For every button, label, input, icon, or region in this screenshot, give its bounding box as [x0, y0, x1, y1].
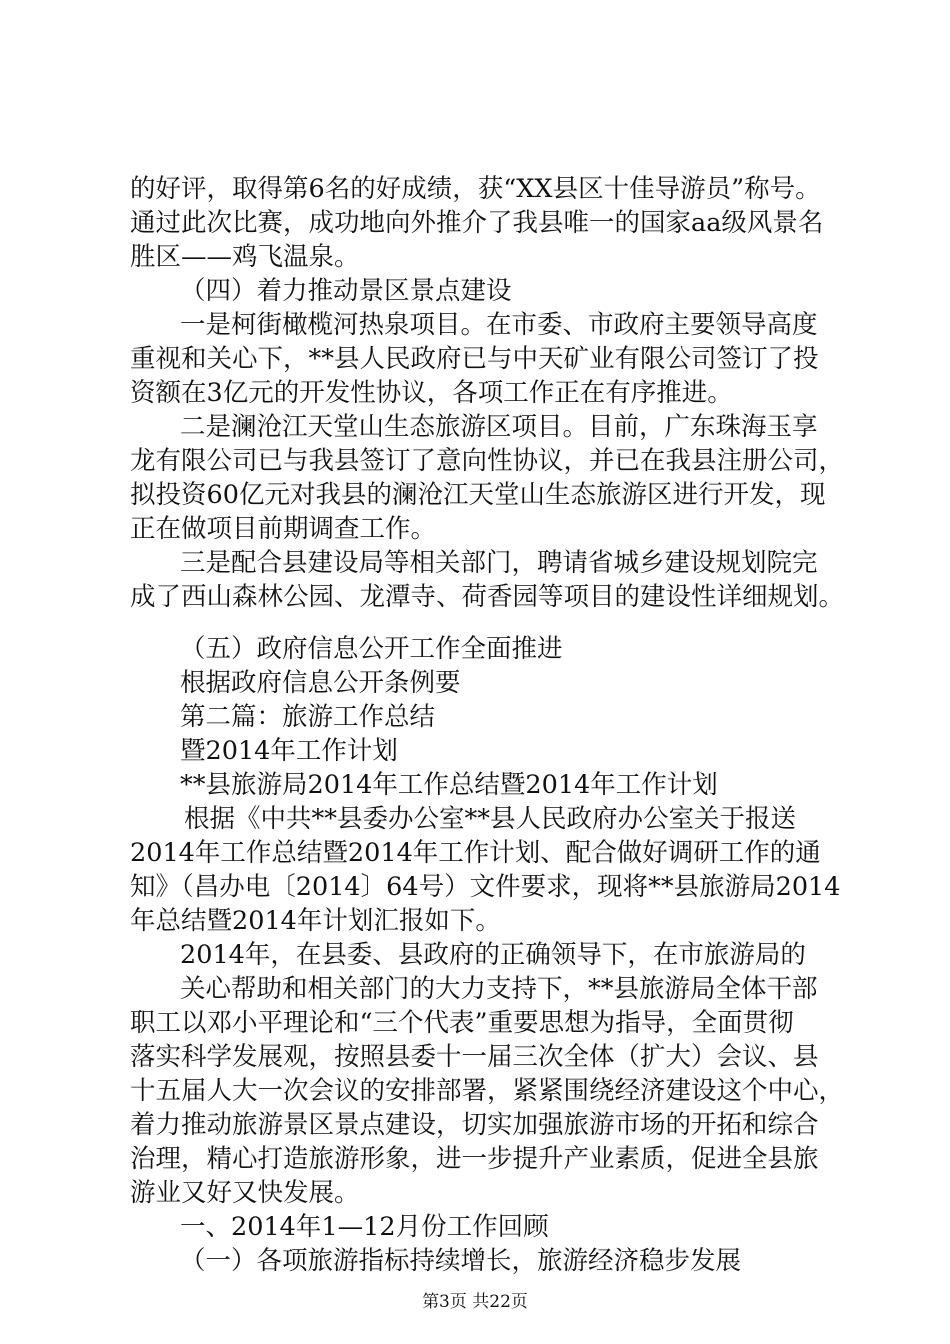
chapter-title: 暨2014年工作计划 [180, 736, 398, 766]
text-line: 关心帮助和相关部门的大力支持下，**县旅游局全体干部 [180, 974, 818, 1004]
section-heading: （一）各项旅游指标持续增长，旅游经济稳步发展 [180, 1246, 742, 1276]
text-line: 三是配合县建设局等相关部门，聘请省城乡建设规划院完 [180, 548, 818, 578]
text-line: 治理，精心打造旅游形象，进一步提升产业素质，促进全县旅 [130, 1144, 819, 1174]
text-line: 通过此次比赛，成功地向外推介了我县唯一的国家aa级风景名 [130, 208, 824, 238]
text-line: 龙有限公司已与我县签订了意向性协议，并已在我县注册公司， [130, 446, 845, 476]
text-line: 十五届人大一次会议的安排部署，紧紧围绕经济建设这个中心， [130, 1076, 845, 1106]
report-title: **县旅游局2014年工作总结暨2014年工作计划 [180, 770, 718, 800]
page-footer: 第3页 共22页 [422, 1292, 528, 1312]
text-line: 2014年工作总结暨2014年工作计划、配合做好调研工作的通 [130, 838, 821, 868]
text-line: 的好评，取得第6名的好成绩，获“XX县区十佳导游员”称号。 [130, 174, 821, 204]
text-line: 知》（昌办电〔2014〕64号）文件要求，现将**县旅游局2014 [130, 872, 841, 902]
text-line: 根据政府信息公开条例要 [180, 668, 461, 698]
text-line: 2014年，在县委、县政府的正确领导下，在市旅游局的 [180, 940, 806, 970]
text-line: 落实科学发展观，按照县委十一届三次全体（扩大）会议、县 [130, 1042, 819, 1072]
text-line: 年总结暨2014年计划汇报如下。 [130, 906, 501, 936]
text-line: 正在做项目前期调查工作。 [130, 514, 437, 544]
text-line: 资额在3亿元的开发性协议，各项工作正在有序推进。 [130, 378, 733, 408]
text-line: 根据《中共**县委办公室**县人民政府办公室关于报送 [184, 804, 797, 834]
text-line: 重视和关心下，**县人民政府已与中天矿业有限公司签订了投 [130, 344, 819, 374]
text-line: 职工以邓小平理论和“三个代表”重要思想为指导，全面贯彻 [130, 1008, 794, 1038]
text-line: 胜区——鸡飞温泉。 [130, 242, 360, 272]
section-heading: （四）着力推动景区景点建设 [180, 276, 512, 306]
text-line: 一是柯街橄榄河热泉项目。在市委、市政府主要领导高度 [180, 310, 818, 340]
text-line: 拟投资60亿元对我县的澜沧江天堂山生态旅游区进行开发，现 [130, 480, 826, 510]
text-line: 着力推动旅游景区景点建设，切实加强旅游市场的开拓和综合 [130, 1110, 819, 1140]
section-heading: （五）政府信息公开工作全面推进 [180, 634, 563, 664]
text-line: 二是澜沧江天堂山生态旅游区项目。目前，广东珠海玉享 [180, 412, 818, 442]
chapter-title: 第二篇：旅游工作总结 [180, 702, 436, 732]
section-heading: 一、2014年1—12月份工作回顾 [180, 1212, 549, 1242]
text-line: 游业又好又快发展。 [130, 1178, 360, 1208]
text-line: 成了西山森林公园、龙潭寺、荷香园等项目的建设性详细规划。 [130, 582, 845, 612]
